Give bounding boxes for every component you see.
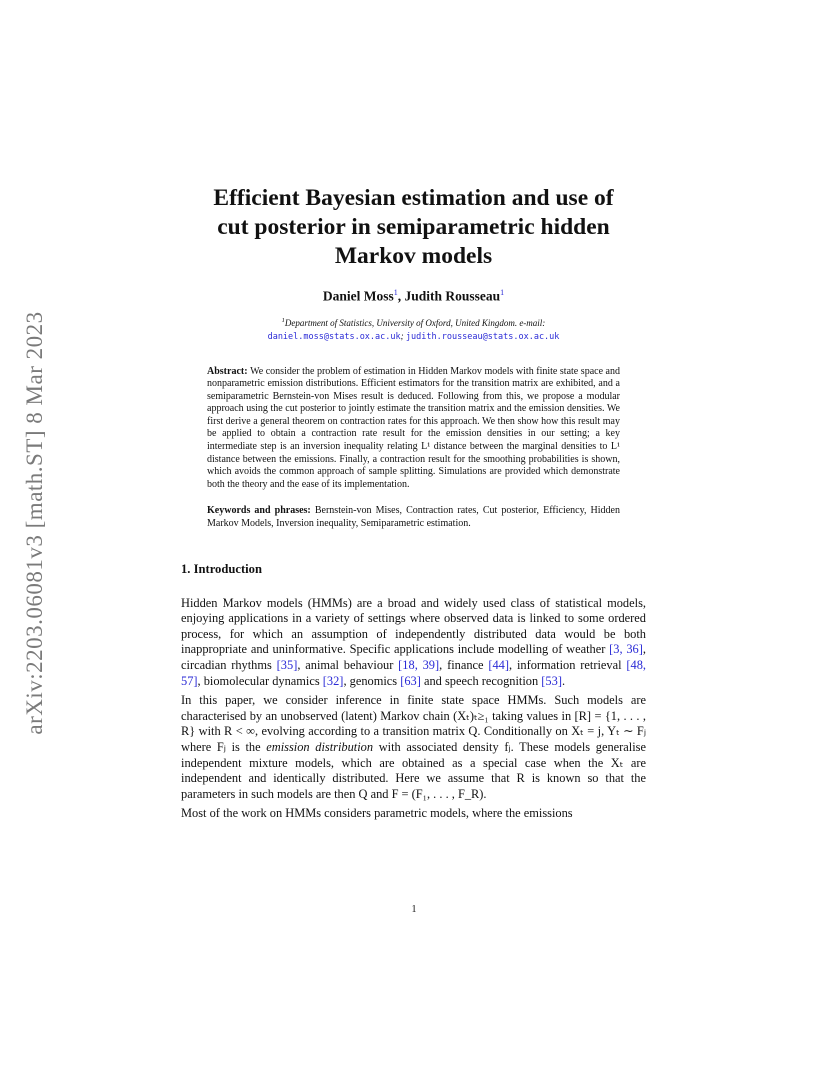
- citation-link[interactable]: [44]: [488, 658, 510, 672]
- paper-title: [181, 184, 646, 271]
- citation-link[interactable]: [3, 36]: [609, 642, 643, 657]
- abstract-label: Abstract:: [207, 365, 248, 377]
- intro-paragraph-2: In this paper, we consider inference in finite state space HMMs. Such models are characterised by an unobserved (latent) Markov chain (Xₜ)ₜ≥₁ taking values in [R] = {1, . . . , R} with R < ∞, evolving according to a transition matrix Q. Conditionally on Xₜ = j, Yₜ ∼ Fⱼ where Fⱼ is the emission distribution with associated density fⱼ. These models generalise independent mixture models, which are obtained as a special case when the Xₜ are independent and identically distributed. Here we assume that R is known so that the parameters in such models are then Q and F = (F₁, . . . , F_R).: [181, 693, 646, 801]
- keywords-text: Bernstein-von Mises, Contraction rates, Cut posterior, Efficiency, Hidden Markov Models, Inversion inequality, Semiparametric estimation.: [207, 505, 620, 530]
- email-link[interactable]: judith.rousseau@stats.ox.ac.uk: [405, 331, 560, 342]
- section-heading: 1. Introduction: [181, 561, 262, 576]
- intro-paragraph-3: Most of the work on HMMs considers parametric models, where the emissions: [181, 806, 573, 821]
- abstract: [207, 366, 620, 492]
- affiliation-mark[interactable]: 1: [500, 288, 505, 297]
- affiliation: $^1$Department of Statistics, University of Oxford, United Kingdom. e-mail: daniel.moss@stats.ox.ac.uk; judith.rousseau@stats.ox.ac.uk: [267, 316, 560, 342]
- citation-link[interactable]: [48, 57]: [181, 658, 646, 688]
- author-name: Judith Rousseau: [404, 288, 501, 304]
- arxiv-side-stamp: [22, 278, 48, 768]
- title-line-2: cut posterior in semiparametric hidden: [217, 214, 610, 240]
- page-number: 1: [411, 904, 417, 915]
- intro-paragraph-1: Hidden Markov models (HMMs) are a broad and widely used class of statistical models, enjoying applications in a variety of settings where observed data is linked to some ordered process, for which an assumption of independently distributed data would be both inappropriate and uninformative. Specific applications include modelling of weather [3, 36], circadian rhythms [35], animal behaviour [18, 39], finance [44], information retrieval [48, 57], biomolecular dynamics [32], genomics [63] and speech recognition [53].: [181, 595, 646, 688]
- author-name: Daniel Moss: [322, 288, 394, 304]
- email-link[interactable]: daniel.moss@stats.ox.ac.uk: [267, 331, 401, 342]
- author-list: Daniel Moss$^1$, Judith Rousseau$^1$: [322, 288, 505, 304]
- citation-link[interactable]: [32]: [322, 673, 344, 688]
- citation-link[interactable]: [18, 39]: [398, 658, 440, 672]
- citation-link[interactable]: [53]: [541, 673, 562, 688]
- arxiv-identifier: arXiv:2203.06081v3 [math.ST] 8 Mar 2023: [22, 311, 47, 735]
- keywords: [207, 505, 620, 530]
- citation-link[interactable]: [35]: [276, 658, 298, 672]
- paper-page: [181, 184, 646, 822]
- title-line-1: Efficient Bayesian estimation and use of: [213, 185, 614, 211]
- citation-link[interactable]: [63]: [400, 673, 421, 688]
- affiliation-mark[interactable]: 1: [393, 288, 398, 297]
- abstract-text: We consider the problem of estimation in Hidden Markov models with finite state space and nonparametric emission distributions. Efficient estimators for the transition matrix are exhibited, and a semiparametric Bernstein-von Mises result is deduced. Following from this, we propose a modular approach using the cut posterior to jointly estimate the transition matrix and the emission densities. We first derive a general theorem on contraction rates for this approach. We then show how this result may be applied to obtain a contraction rate result for the emission densities in our setting; a key intermediate step is an inversion inequality relating L¹ distance between the marginal densities to L¹ distance between the emissions. Finally, a contraction result for the smoothing probabilities is shown, which avoids the common approach of sample splitting. Simulations are provided which demonstrate both the theory and the ease of its implementation.: [207, 365, 620, 490]
- affiliation-text: Department of Statistics, University of Oxford, United Kingdom. e-mail:: [284, 317, 546, 328]
- keywords-label: Keywords and phrases:: [207, 505, 311, 517]
- title-line-3: Markov models: [334, 243, 493, 269]
- emphasis: emission distribution: [266, 739, 374, 754]
